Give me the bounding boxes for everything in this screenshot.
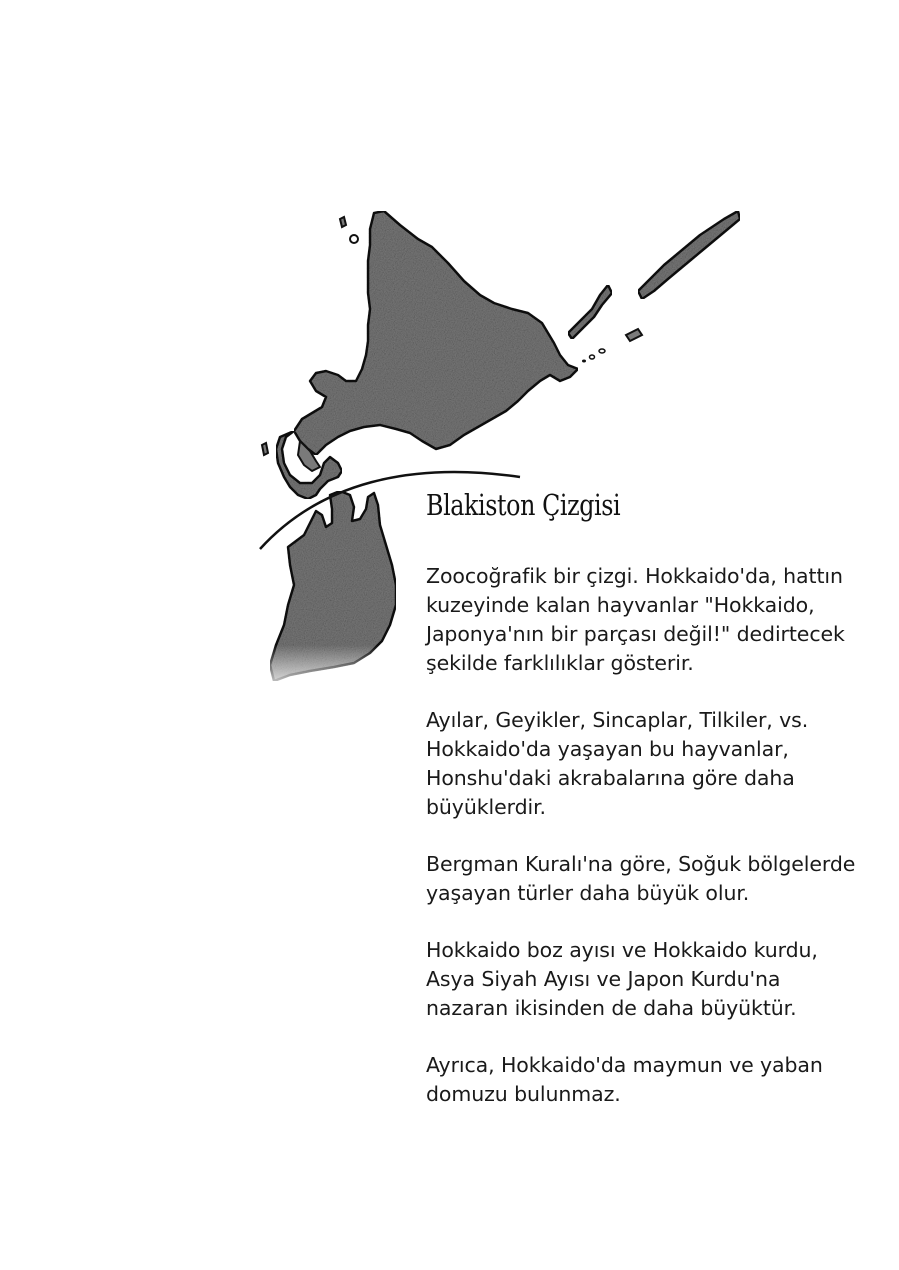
body-text [426, 562, 886, 1137]
rishiri-island [340, 217, 346, 227]
paragraph-zoogeography: Zoocoğrafik bir çizgi. Hokkaido'da, hattın kuzeyinde kalan hayvanlar "Hokkaido, Japonya'nın bir parçası değil!" dedirtecek şekilde farklılıklar gösterir. [426, 564, 845, 675]
paragraph-monkey-boar: Ayrıca, Hokkaido'da maymun ve yaban domuzu bulunmaz. [426, 1053, 823, 1106]
paragraph-bergmann-rule: Bergman Kuralı'na göre, Soğuk bölgelerde yaşayan türler daha büyük olur. [426, 852, 856, 905]
habomai-islet-2 [590, 355, 595, 359]
habomai-islet-1 [599, 349, 605, 353]
kuril-island-2 [638, 211, 740, 299]
page-title: Blakiston Çizgisi [426, 488, 621, 522]
paragraph-animals: Ayılar, Geyikler, Sincaplar, Tilkiler, vs. Hokkaido'da yaşayan bu hayvanlar, Honshu'daki akrabalarına göre daha büyüklerdir. [426, 708, 809, 819]
rebun-island [350, 235, 358, 243]
hokkaido-island [294, 211, 578, 455]
kuril-island-1 [568, 285, 612, 339]
shikotan-island [626, 329, 642, 341]
honshu-fade [260, 645, 420, 695]
paragraph-bear-wolf: Hokkaido boz ayısı ve Hokkaido kurdu, Asya Siyah Ayısı ve Japon Kurdu'na nazaran ikisinden de daha büyüktür. [426, 938, 818, 1020]
habomai-islet-3 [582, 360, 586, 363]
okushiri-island [262, 443, 268, 455]
